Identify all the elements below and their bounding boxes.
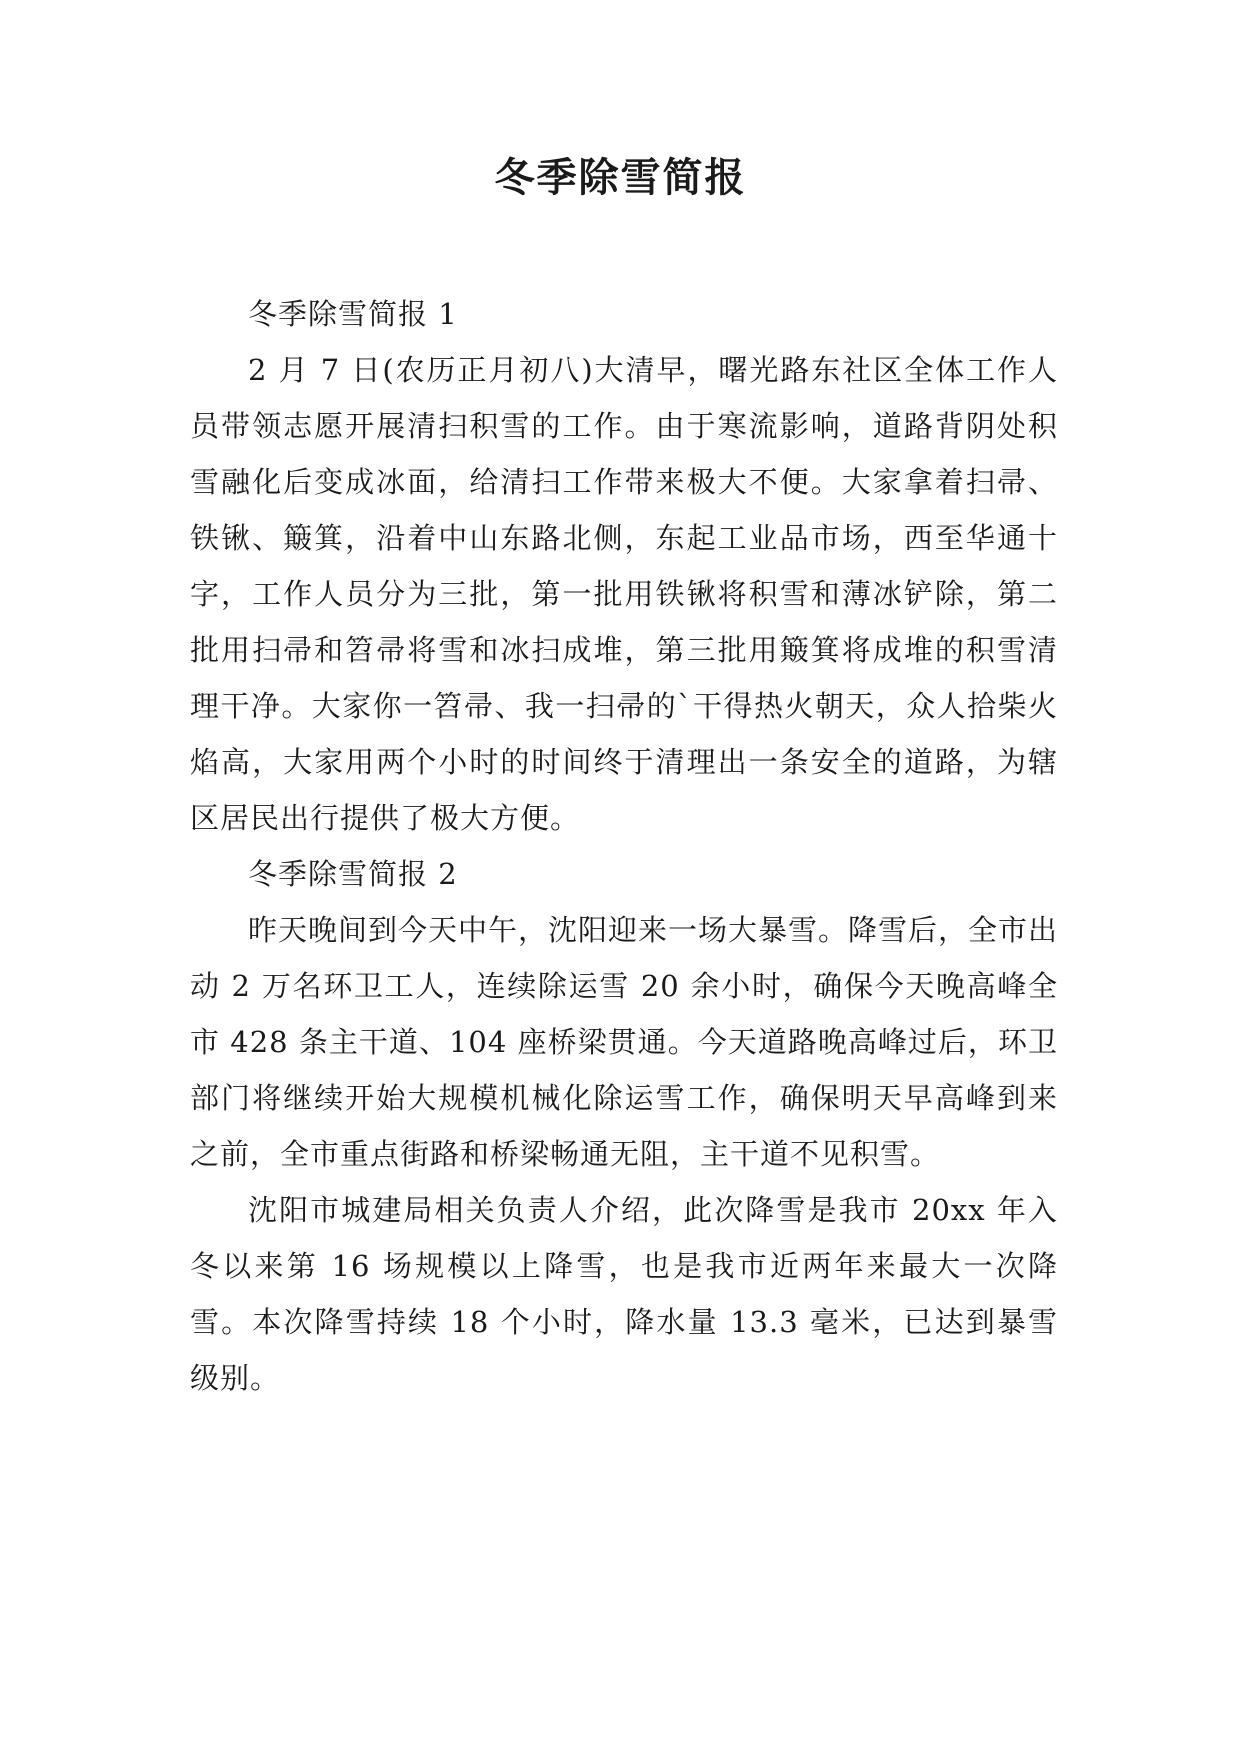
document-body: [190, 286, 1058, 1406]
section-2-paragraph-2: 沈阳市城建局相关负责人介绍，此次降雪是我市 20xx 年入冬以来第 16 场规模以上降雪，也是我市近两年来最大一次降雪。本次降雪持续 18 个小时，降水量 13.3 毫米，已达到暴雪级别。: [190, 1193, 1058, 1395]
report-section-2: [190, 846, 1058, 1406]
document-title: 冬季除雪简报: [494, 155, 747, 201]
section-1-paragraph-1: 2 月 7 日(农历正月初八)大清早，曙光路东社区全体工作人员带领志愿开展清扫积雪的工作。由于寒流影响，道路背阴处积雪融化后变成冰面，给清扫工作带来极大不便。大家拿着扫帚、铁锹、簸箕，沿着中山东路北侧，东起工业品市场，西至华通十字，工作人员分为三批，第一批用铁锹将积雪和薄冰铲除，第二批用扫帚和笤帚将雪和冰扫成堆，第三批用簸箕将成堆的积雪清理干净。大家你一笤帚、我一扫帚的`干得热火朝天，众人拾柴火焰高，大家用两个小时的时间终于清理出一条安全的道路，为辖区居民出行提供了极大方便。: [190, 353, 1058, 835]
section-heading-2: 冬季除雪简报 2: [248, 857, 458, 891]
section-2-paragraph-1: 昨天晚间到今天中午，沈阳迎来一场大暴雪。降雪后，全市出动 2 万名环卫工人，连续除运雪 20 余小时，确保今天晚高峰全市 428 条主干道、104 座桥梁贯通。今天道路晚高峰过后，环卫部门将继续开始大规模机械化除运雪工作，确保明天早高峰到来之前，全市重点街路和桥梁畅通无阻，主干道不见积雪。: [190, 913, 1059, 1171]
report-section-1: [190, 286, 1058, 846]
section-heading-1: 冬季除雪简报 1: [248, 297, 458, 331]
